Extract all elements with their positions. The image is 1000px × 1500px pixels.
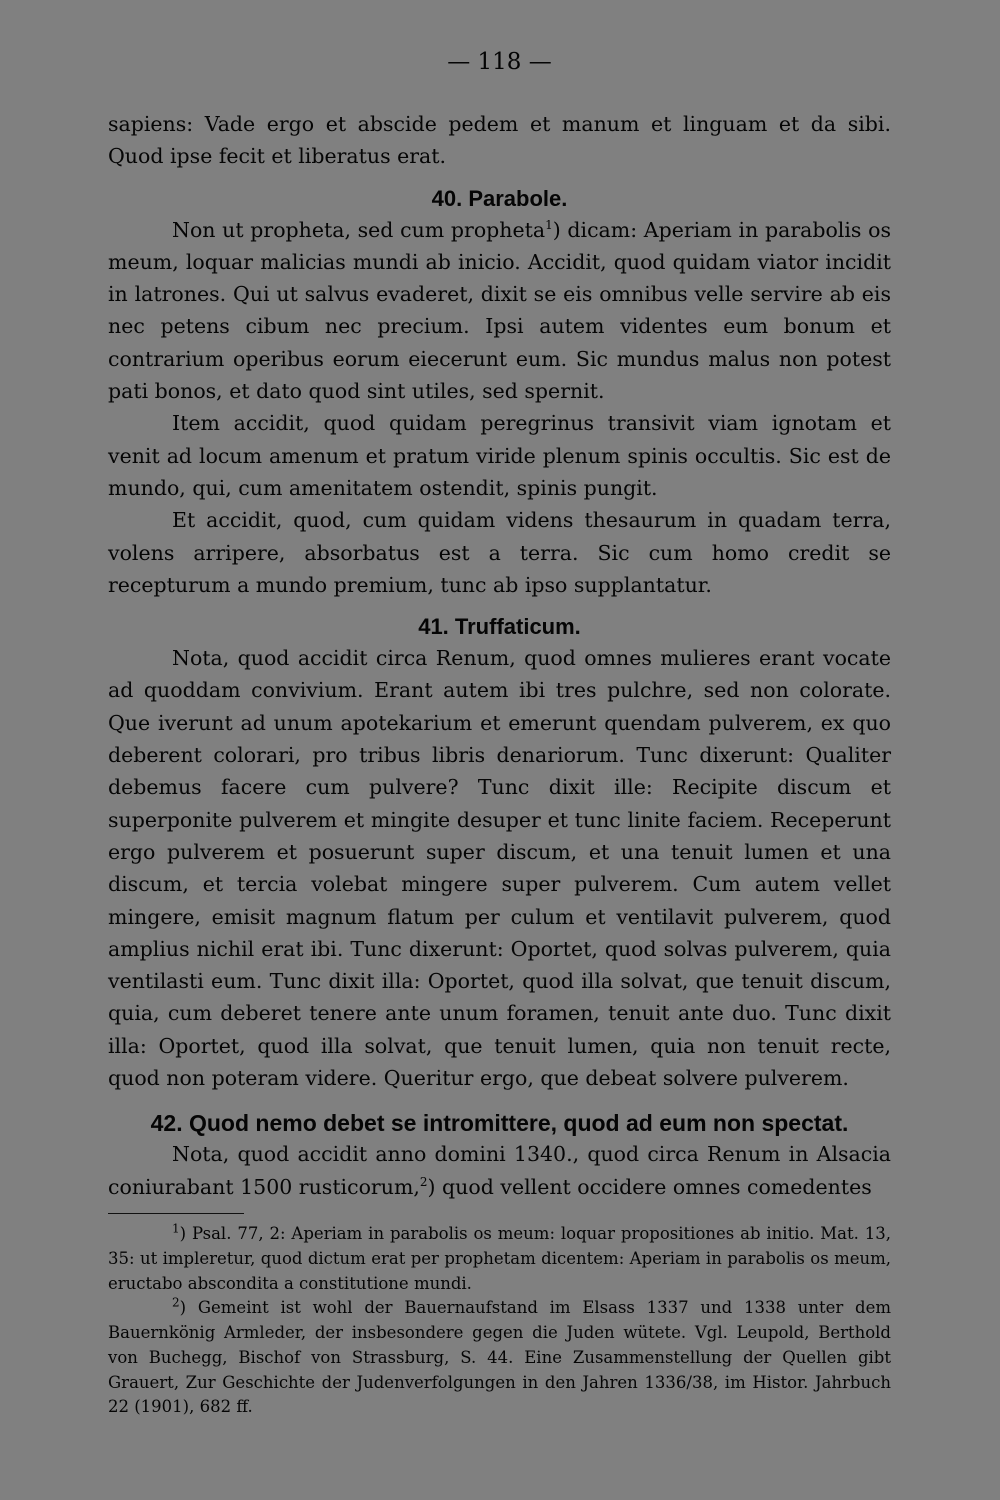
footnote-reference-1: 1 (545, 217, 553, 232)
section-42-paragraph-1 (108, 1138, 891, 1203)
section-41-heading: 41. Truffaticum. (418, 614, 581, 640)
section-40-paragraph-2: Item accidit, quod quidam peregrinus transivit viam ignotam et venit ad locum amenum et pratum viride plenum spinis occultis. Sic est de mundo, qui, cum amenitatem ostendit, spinis pungit. (108, 411, 891, 500)
footnote-2 (108, 1296, 891, 1420)
footnote-mark: 1 (172, 1221, 180, 1236)
paragraph-text: ) quod vellent occidere omnes comedentes (427, 1174, 872, 1199)
section-40-heading: 40. Parabole. (431, 185, 568, 211)
paragraph-text: ) dicam: Aperiam in parabolis os meum, loquar malicias mundi ab inicio. Accidit, quod quidam viator incidit in latrones. Qui ut salvus evaderet, dixit se eis omnibus velle servire ab eis nec petens cibum nec precium. Ipsi autem videntes eum bonum et contrarium operibus eorum eiecerunt eum. Sic mundus malus non potest pati bonos, et dato quod sint utiles, sed spernit. (108, 217, 891, 404)
section-41-paragraph-1: Nota, quod accidit circa Renum, quod omnes mulieres erant vocate ad quoddam convivium. Erant autem ibi tres pulchre, sed non colorate. Que iverunt ad unum apotekarium et emerunt quendam pulverem, ex quo deberent colorari, pro tribus libris denariorum. Tunc dixerunt: Qualiter debemus facere cum pulvere? Tunc dixit ille: Recipite discum et superponite pulverem et mingite desuper et tunc linite faciem. Receperunt ergo pulverem et posuerunt super discum, et una tenuit lumen et una discum, et tercia volebat mingere super pulverem. Cum autem vellet mingere, emisit magnum flatum per culum et ventilavit pulverem, quod amplius nichil erat ibi. Tunc dixerunt: Oportet, quod solvas pulverem, quia ventilasti eum. Tunc dixit illa: Oportet, quod illa solvat, que tenuit discum, quia, cum deberet tenere ante unum foramen, tenuit ante duo. Tunc dixit illa: Oportet, quod illa solvat, que tenuit lumen, quia non tenuit recte, quod non poteram videre. Queritur ergo, que debeat solvere pulverem. (108, 646, 891, 1091)
section-42-heading: 42. Quod nemo debet se intromittere, quod ad eum non spectat. (150, 1110, 849, 1137)
paragraph-text: Nota, quod accidit anno domini 1340., quod circa Renum in Alsacia coniurabant 1500 rusticorum, (108, 1142, 891, 1199)
section-40-paragraph-3: Et accidit, quod, cum quidam videns thesaurum in quadam terra, volens arripere, absorbatus est a terra. Sic cum homo credit se recepturum a mundo premium, tunc ab ipso supplantatur. (108, 508, 891, 597)
footnote-divider (108, 1213, 244, 1214)
footnote-text: ) Gemeint ist wohl der Bauernaufstand im Elsass 1337 und 1338 unter dem Bauernkönig Armleder, der insbesondere gegen die Juden wütete. Vgl. Leupold, Berthold von Buchegg, Bischof von Strassburg, S. 44. Eine Zusammenstellung der Quellen gibt Grauert, Zur Geschichte der Judenverfolgungen in den Jahren 1336/38, im Histor. Jahrbuch 22 (1901), 682 ff. (108, 1298, 891, 1417)
footnote-reference-2: 2 (419, 1174, 428, 1189)
paragraph-text: Non ut propheta, sed cum propheta (172, 217, 546, 242)
continuation-paragraph: sapiens: Vade ergo et abscide pedem et manum et linguam et da sibi. Quod ipse fecit et liberatus erat. (108, 112, 891, 169)
footnote-1 (108, 1222, 891, 1296)
footnote-mark: 2 (172, 1295, 180, 1310)
book-page (108, 46, 891, 1420)
section-40-paragraph-1 (108, 214, 891, 408)
footnote-text: ) Psal. 77, 2: Aperiam in parabolis os meum: loquar propositiones ab initio. Mat. 13, 35: ut impleretur, quod dictum erat per prophetam dicentem: Aperiam in parabolis os meum, eructabo abscondita a constitutione mundi. (108, 1223, 891, 1293)
page-number: — 118 — (447, 49, 552, 75)
